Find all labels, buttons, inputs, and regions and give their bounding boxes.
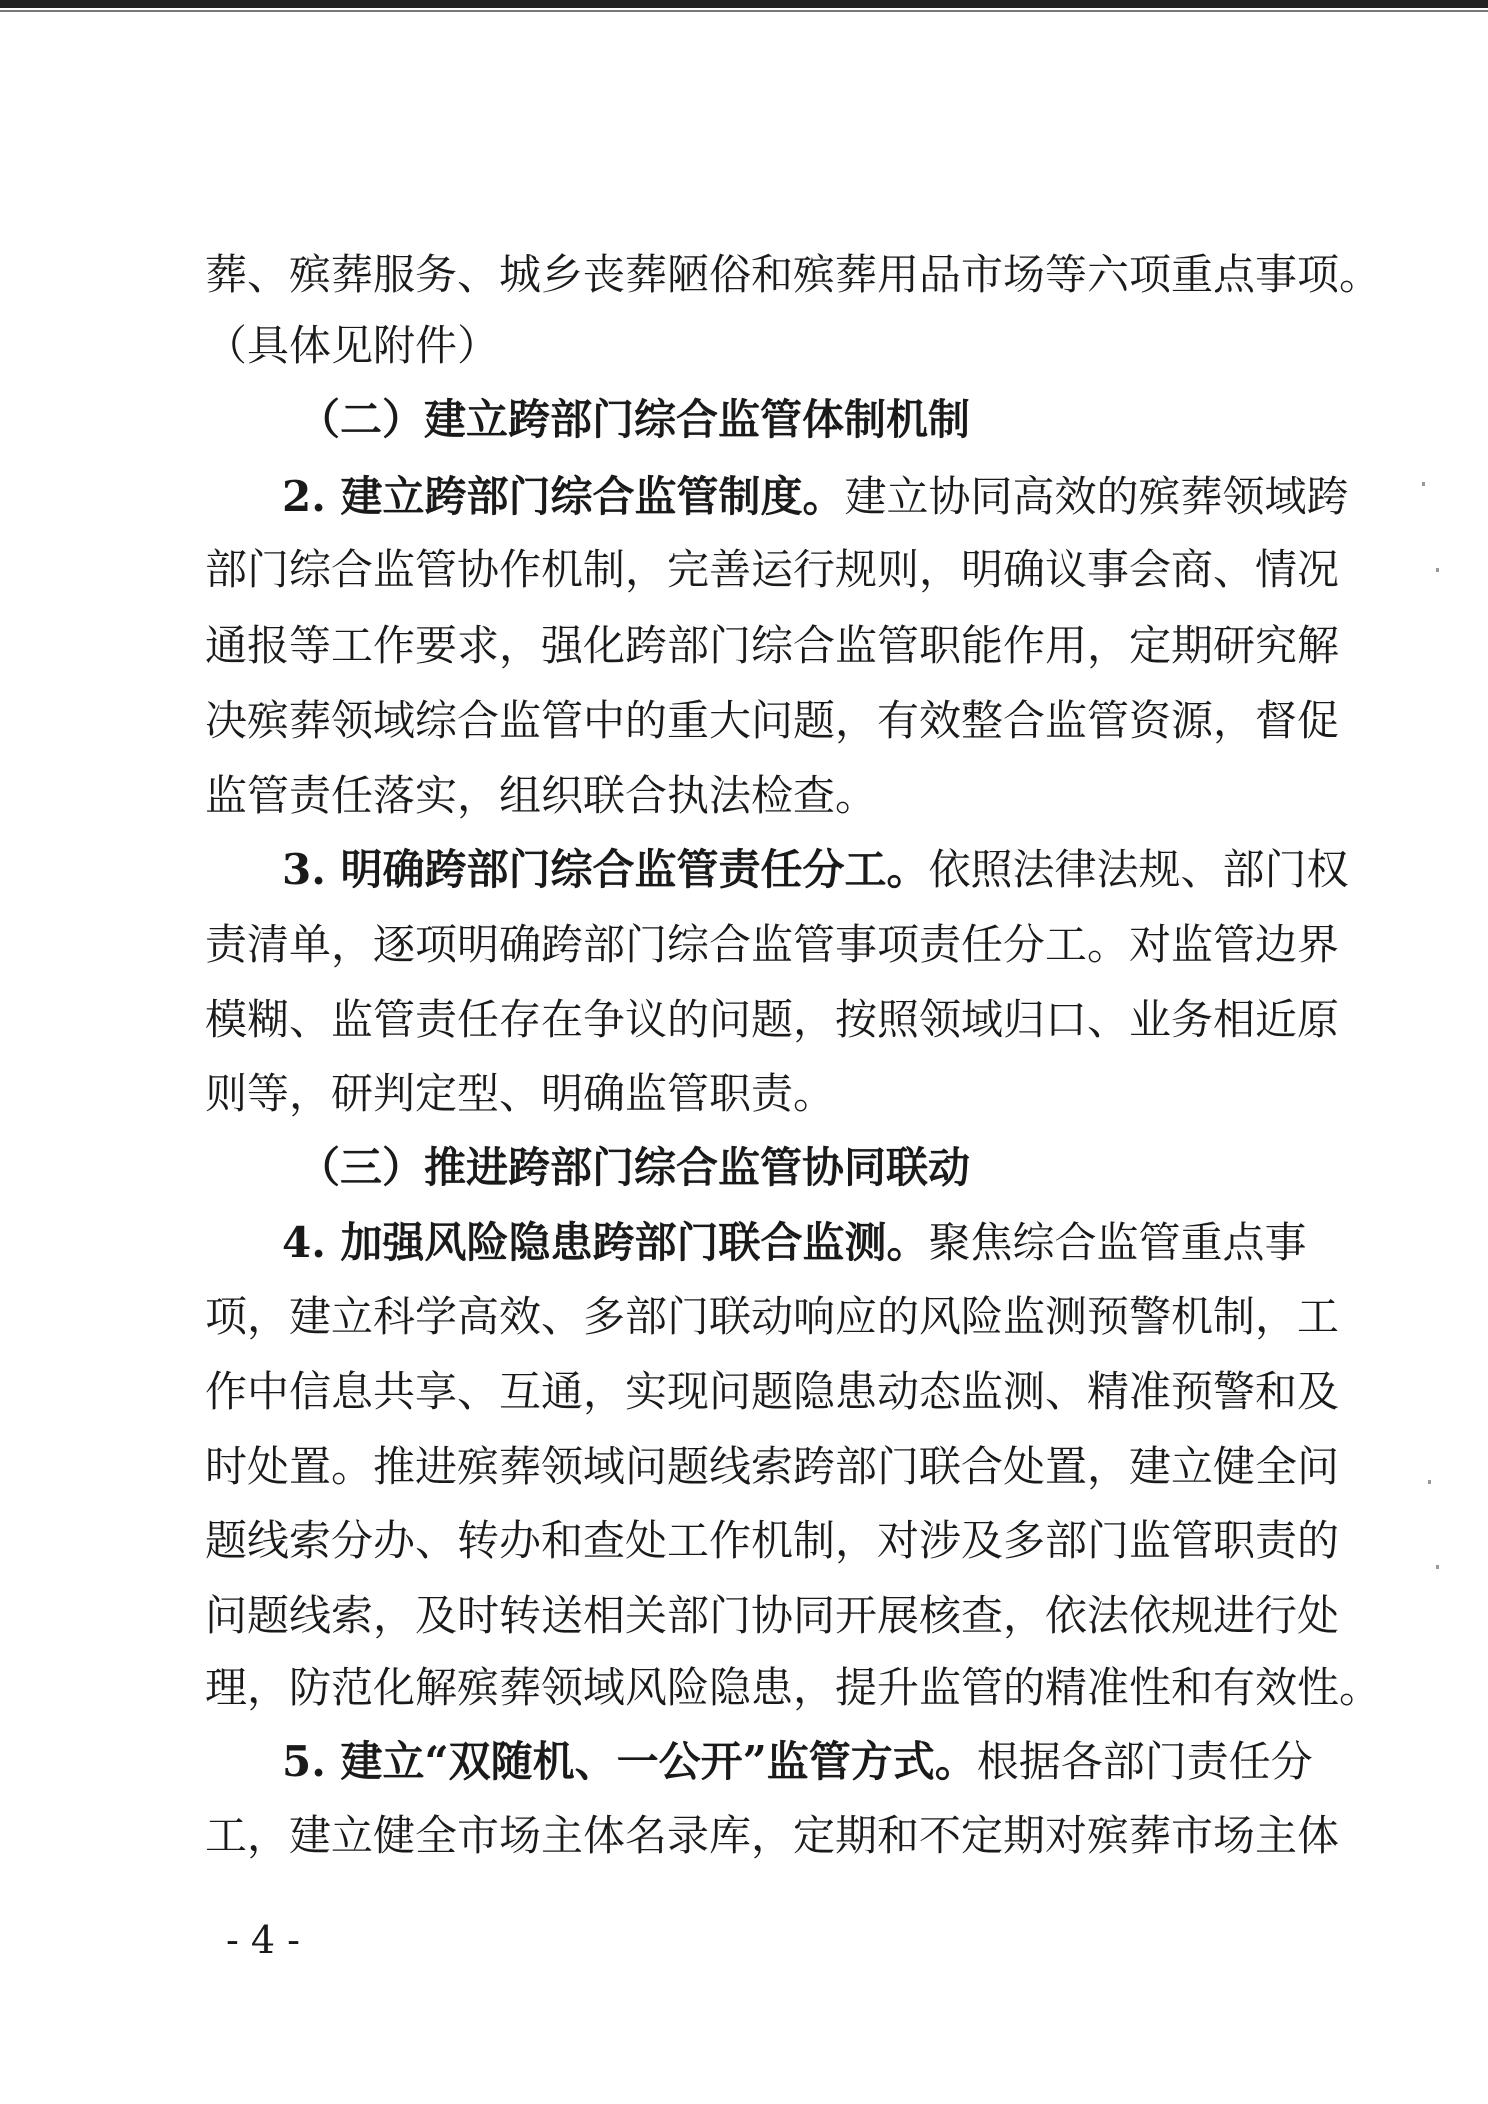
text-segment: 模糊、监管责任存在争议的问题，按照领域归口、业务相近原 — [205, 995, 1340, 1044]
scan-speck — [1428, 1480, 1431, 1484]
section-heading — [298, 383, 1378, 457]
text-segment: 作中信息共享、互通，实现问题隐患动态监测、精准预警和及 — [205, 1367, 1340, 1416]
text-line — [205, 908, 1340, 982]
text-segment: 项，建立科学高效、多部门联动响应的风险监测预警机制，工 — [205, 1292, 1340, 1341]
text-segment: 则等，研判定型、明确监管职责。 — [205, 1069, 836, 1118]
bold-item-title: （三）推进跨部门综合监管协同联动 — [298, 1143, 971, 1192]
bold-item-title: 5. 建立“双随机、一公开”监管方式。 — [282, 1737, 977, 1786]
text-segment: 葬、殡葬服务、城乡丧葬陋俗和殡葬用品市场等六项重点事项。 — [205, 250, 1382, 299]
text-line — [205, 684, 1340, 758]
text-line — [205, 609, 1340, 683]
text-line — [205, 1430, 1340, 1504]
text-line — [205, 533, 1340, 607]
text-line — [205, 309, 1285, 383]
text-segment: 根据各部门责任分 — [976, 1737, 1313, 1786]
text-line — [205, 238, 1382, 312]
scan-speck — [1422, 482, 1425, 486]
text-line — [205, 1799, 1340, 1873]
text-segment: 理，防范化解殡葬领域风险隐患，提升监管的精准性和有效性。 — [205, 1663, 1382, 1712]
scan-speck — [1436, 568, 1439, 572]
text-line — [282, 1206, 1307, 1280]
text-segment: 问题线索，及时转送相关部门协同开展核查，依法依规进行处 — [205, 1591, 1340, 1640]
text-line — [282, 833, 1349, 907]
scan-speck — [1436, 1565, 1439, 1569]
scan-top-border-shadow — [0, 10, 1488, 12]
text-segment: 建立协同高效的殡葬领域跨 — [844, 472, 1349, 521]
text-segment: 部门综合监管协作机制，完善运行规则，明确议事会商、情况 — [205, 545, 1340, 594]
text-line — [205, 759, 1285, 833]
text-line — [282, 1725, 1313, 1799]
text-line — [205, 1504, 1340, 1578]
text-line — [205, 1280, 1340, 1354]
text-segment: 责清单，逐项明确跨部门综合监管事项责任分工。对监管边界 — [205, 920, 1340, 969]
text-segment: 聚焦综合监管重点事 — [928, 1218, 1307, 1267]
text-line — [205, 1579, 1340, 1653]
text-segment: 工，建立健全市场主体名录库，定期和不定期对殡葬市场主体 — [205, 1811, 1340, 1860]
bold-item-title: 4. 加强风险隐患跨部门联合监测。 — [282, 1218, 929, 1267]
text-line — [205, 983, 1340, 1057]
bold-item-title: 2. 建立跨部门综合监管制度。 — [282, 472, 845, 521]
text-segment: 通报等工作要求，强化跨部门综合监管职能作用，定期研究解 — [205, 621, 1340, 670]
text-segment: 题线索分办、转办和查处工作机制，对涉及多部门监管职责的 — [205, 1516, 1340, 1565]
text-line — [282, 460, 1349, 534]
scan-top-border — [0, 0, 1488, 8]
page-number: - 4 - — [226, 1918, 301, 1962]
text-segment: 依照法律法规、部门权 — [928, 845, 1349, 894]
bold-item-title: （二）建立跨部门综合监管体制机制 — [298, 395, 971, 444]
text-segment: 决殡葬领域综合监管中的重大问题，有效整合监管资源，督促 — [205, 696, 1340, 745]
bold-item-title: 3. 明确跨部门综合监管责任分工。 — [282, 845, 929, 894]
text-line — [205, 1651, 1382, 1725]
text-segment: 监管责任落实，组织联合执法检查。 — [205, 771, 878, 820]
text-line — [205, 1057, 1285, 1131]
text-segment: （具体见附件） — [205, 321, 500, 370]
section-heading — [298, 1131, 1378, 1205]
text-segment: 时处置。推进殡葬领域问题线索跨部门联合处置，建立健全问 — [205, 1442, 1340, 1491]
text-line — [205, 1355, 1340, 1429]
